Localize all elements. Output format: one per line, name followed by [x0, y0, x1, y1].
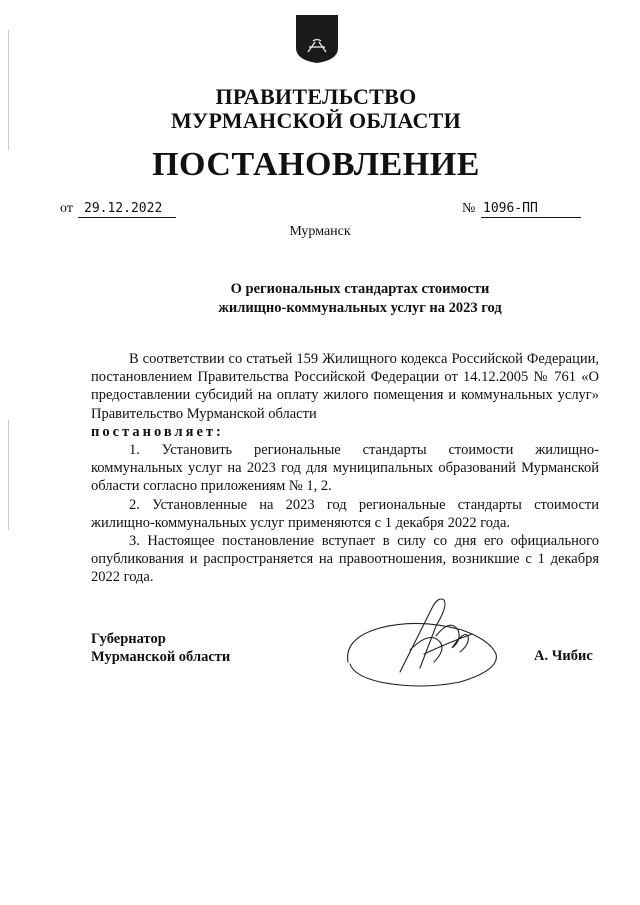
- decree-word: постановляет:: [91, 423, 224, 440]
- date-label: от: [60, 201, 73, 216]
- clause-2: 2. Установленные на 2023 год региональные стандарты стоимости жилищно-коммунальных услуг применяются с 1 декабря 2022 года.: [91, 496, 599, 531]
- government-name: ПРАВИТЕЛЬСТВО: [215, 84, 417, 109]
- signatory-position-line: Губернатор: [91, 631, 166, 647]
- signatory-position-line: Мурманской области: [91, 649, 231, 665]
- document-number: 1096-ПП: [481, 200, 581, 218]
- document-type: ПОСТАНОВЛЕНИЕ: [152, 146, 480, 183]
- title-line: жилищно-коммунальных услуг на 2023 год: [218, 300, 502, 316]
- document-title: [0, 280, 640, 318]
- signatory-position: [91, 630, 230, 666]
- document-date: 29.12.2022: [78, 200, 176, 218]
- signatory-name: А. Чибис: [534, 648, 593, 664]
- handwritten-signature: [340, 590, 510, 690]
- clause-1: 1. Установить региональные стандарты стоимости жилищно-коммунальных услуг на 2023 год для муниципальных образований Мурманской области согласно приложениям № 1, 2.: [91, 442, 599, 495]
- document-city: Мурманск: [289, 224, 351, 239]
- scan-edge-mark: [8, 420, 9, 530]
- region-name: МУРМАНСКОЙ ОБЛАСТИ: [170, 108, 462, 133]
- coat-of-arms-icon: [295, 14, 339, 64]
- document-body: [91, 350, 599, 587]
- title-line: О региональных стандартах стоимости: [230, 281, 490, 297]
- intro-paragraph: [91, 350, 599, 441]
- number-label: №: [462, 201, 476, 216]
- intro-text: В соответствии со статьей 159 Жилищного кодекса Российской Федерации, постановлением Правительства Российской Федерации от 14.12.2005 № 761 «О предоставлении субсидий на оплату жилого помещения и коммунальных услуг» Правительство Мурманской области: [91, 351, 599, 422]
- clause-3: 3. Настоящее постановление вступает в силу со дня его официального опубликования и распространяется на правоотношения, возникшие с 1 декабря 2022 года.: [91, 533, 599, 586]
